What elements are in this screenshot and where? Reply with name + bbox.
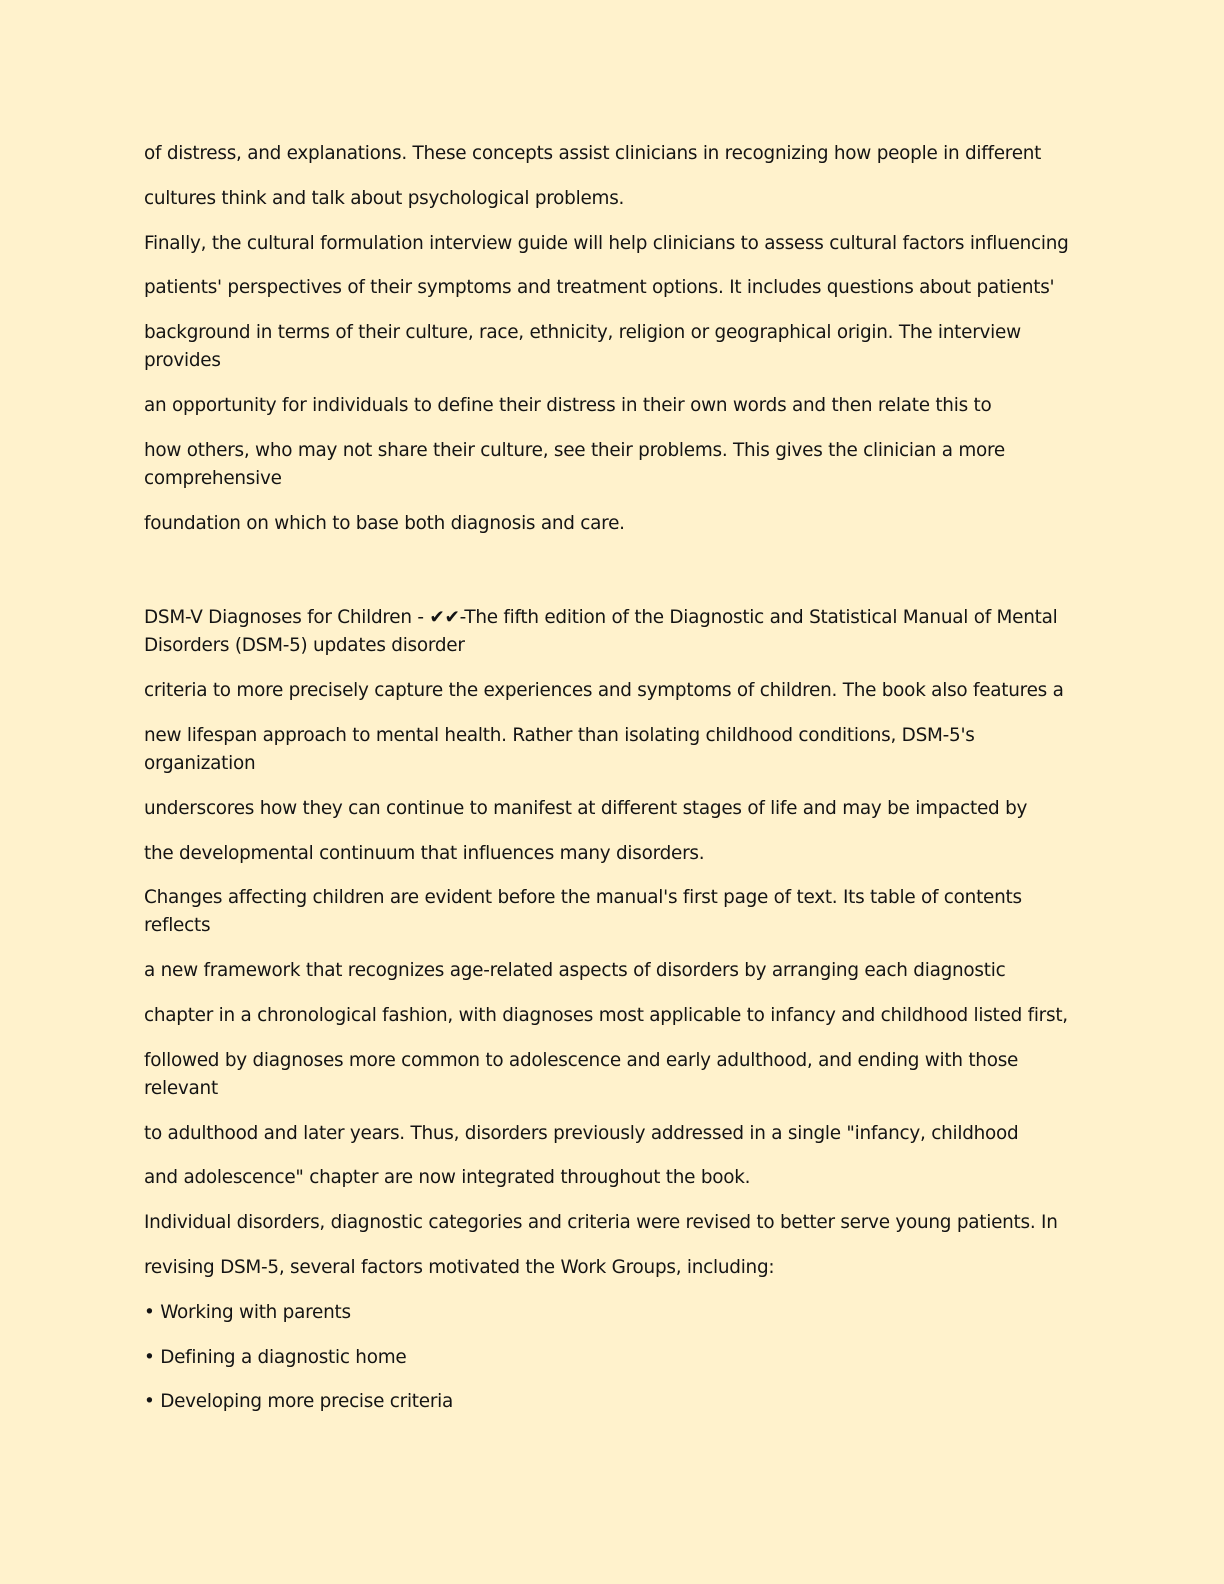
text-line: chapter in a chronological fashion, with diagnoses most applicable to infancy and childhood listed first, bbox=[144, 1004, 1068, 1026]
text-line: revising DSM-5, several factors motivated the Work Groups, including: bbox=[144, 1256, 775, 1278]
section-heading-line: DSM-V Diagnoses for Children - ✔✔-The fifth edition of the Diagnostic and Statistical Manual of Mental Disorders (DSM-5) updates disorder bbox=[144, 607, 1058, 657]
text-line: Individual disorders, diagnostic categories and criteria were revised to better serve young patients. In bbox=[144, 1212, 1058, 1234]
text-line: a new framework that recognizes age-related aspects of disorders by arranging each diagnostic bbox=[144, 960, 1006, 982]
text-line: background in terms of their culture, race, ethnicity, religion or geographical origin. The interview provides bbox=[144, 322, 1021, 372]
text-line: how others, who may not share their culture, see their problems. This gives the clinician a more comprehensive bbox=[144, 439, 1005, 489]
text-line: Finally, the cultural formulation interview guide will help clinicians to assess cultural factors influencing bbox=[144, 232, 1069, 254]
text-line: Changes affecting children are evident before the manual's first page of text. Its table of contents reflects bbox=[144, 887, 1022, 937]
document-page bbox=[144, 140, 1084, 1433]
text-line: to adulthood and later years. Thus, disorders previously addressed in a single "infancy, childhood bbox=[144, 1122, 1019, 1144]
section-gap bbox=[144, 554, 1084, 604]
bullet-item: • Developing more precise criteria bbox=[144, 1391, 454, 1413]
text-line: new lifespan approach to mental health. Rather than isolating childhood conditions, DSM-5's organization bbox=[144, 724, 975, 774]
text-line: an opportunity for individuals to define their distress in their own words and then relate this to bbox=[144, 394, 992, 416]
text-line: patients' perspectives of their symptoms and treatment options. It includes questions about patients' bbox=[144, 277, 1055, 299]
text-line: and adolescence" chapter are now integrated throughout the book. bbox=[144, 1167, 751, 1189]
text-line: cultures think and talk about psychological problems. bbox=[144, 187, 625, 209]
bullet-item: • Defining a diagnostic home bbox=[144, 1346, 407, 1368]
text-line: underscores how they can continue to manifest at different stages of life and may be impacted by bbox=[144, 797, 1028, 819]
text-line: criteria to more precisely capture the experiences and symptoms of children. The book also features a bbox=[144, 680, 1064, 702]
text-line: foundation on which to base both diagnosis and care. bbox=[144, 512, 625, 534]
text-line: the developmental continuum that influences many disorders. bbox=[144, 842, 705, 864]
text-line: followed by diagnoses more common to adolescence and early adulthood, and ending with those relevant bbox=[144, 1049, 1019, 1099]
bullet-item: • Working with parents bbox=[144, 1301, 351, 1323]
text-line: of distress, and explanations. These concepts assist clinicians in recognizing how people in different bbox=[144, 143, 1042, 164]
